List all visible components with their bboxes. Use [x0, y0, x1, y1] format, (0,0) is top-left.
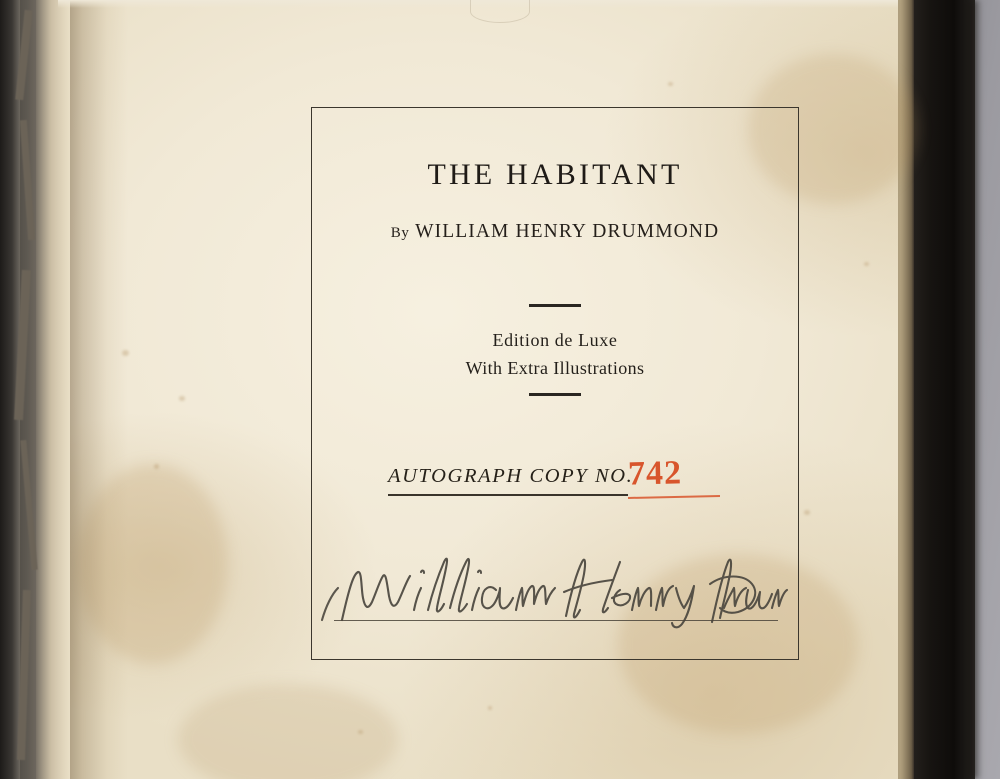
title-box: [311, 107, 799, 660]
paper-stain: [178, 684, 398, 779]
autograph-label: AUTOGRAPH COPY NO.: [388, 465, 634, 487]
autograph-label-underline: [388, 494, 628, 496]
foxing-speck: [358, 730, 363, 734]
copy-number-underline: [628, 495, 720, 499]
edition-line-1: Edition de Luxe: [492, 330, 618, 350]
foxing-speck: [668, 82, 673, 86]
byline: [312, 221, 798, 243]
paper-flap: [36, 0, 70, 779]
edition-line-2: With Extra Illustrations: [465, 358, 645, 378]
foxing-speck: [864, 262, 869, 266]
foxing-speck: [488, 706, 492, 710]
byline-prefix: By: [390, 225, 410, 241]
ink-smudge: [470, 0, 530, 23]
foxing-speck: [179, 396, 185, 401]
handwritten-signature: [320, 532, 792, 642]
title-page: [58, 0, 898, 779]
page-title: THE HABITANT: [427, 158, 683, 191]
copy-number-stamp: 742: [627, 454, 683, 493]
divider-rule-top: [529, 304, 581, 307]
foxing-speck: [804, 510, 810, 515]
signature-area: [320, 532, 792, 642]
signature-rule: [334, 620, 778, 621]
torn-binding-edge: [0, 0, 70, 779]
tear-fragment: [20, 120, 35, 240]
byline-author: WILLIAM HENRY DRUMMOND: [415, 221, 720, 242]
foxing-speck: [154, 464, 159, 469]
divider-rule-bottom: [529, 393, 581, 396]
autograph-copy-line: [312, 454, 798, 496]
